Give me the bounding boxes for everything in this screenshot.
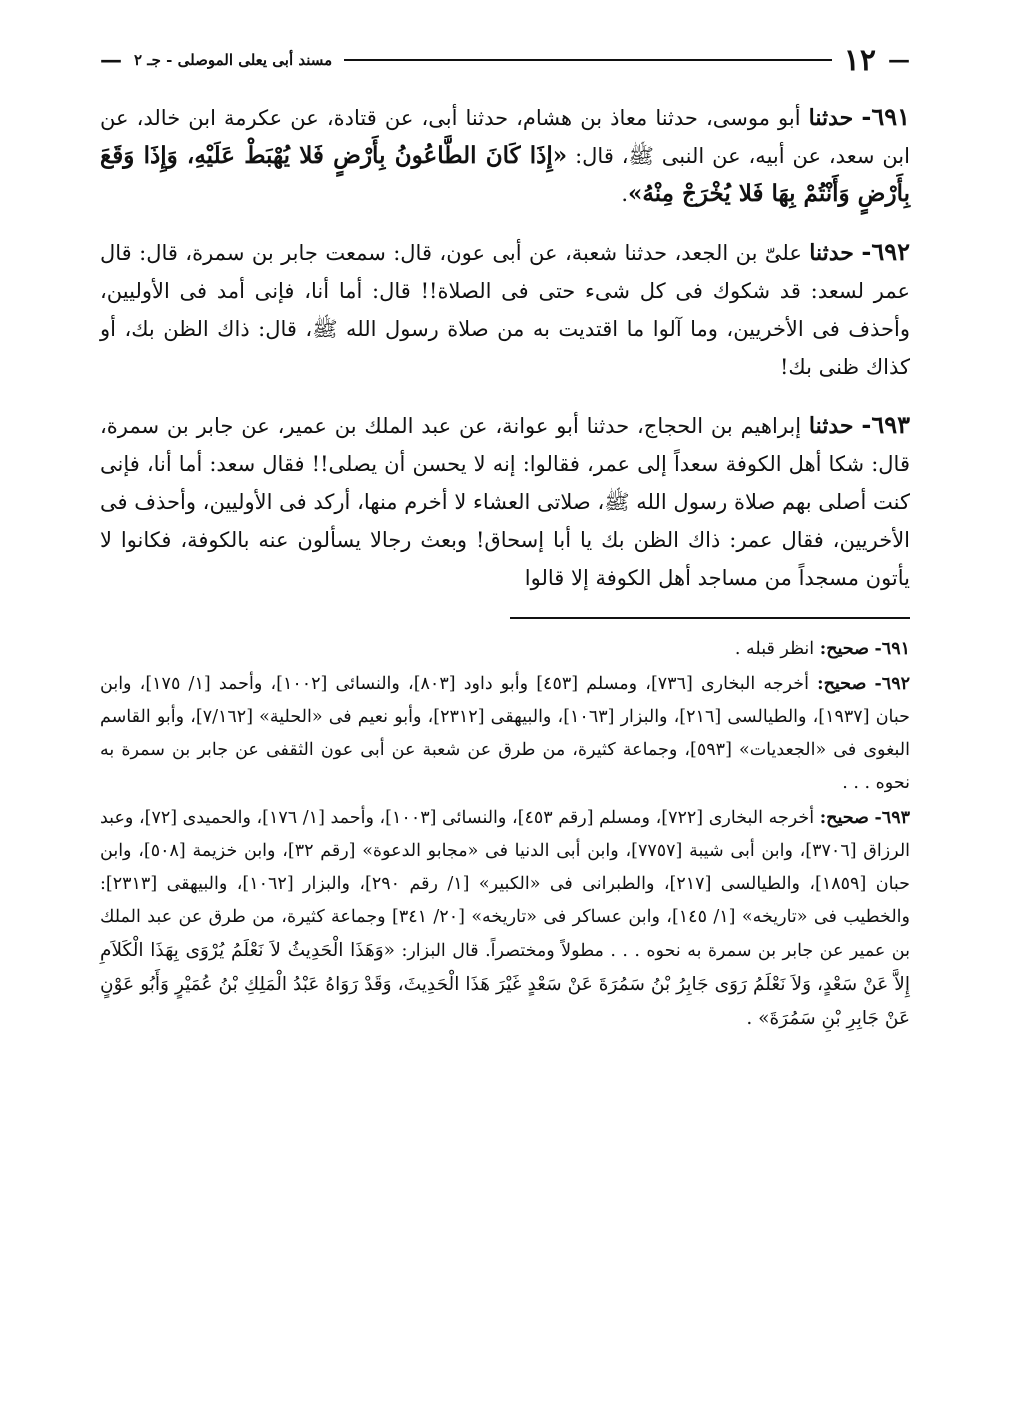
- footnote-grade: صحيح:: [819, 808, 869, 828]
- footnote-691: [100, 633, 910, 666]
- hadith-lead: حدثنا: [808, 105, 854, 131]
- hadith-lead: حدثنا: [809, 240, 854, 266]
- hadith-lead: حدثنا: [808, 413, 854, 439]
- hadith-692: [100, 233, 910, 386]
- hadith-number: ٦٩٢-: [861, 237, 910, 266]
- hadith-text: إبراهيم بن الحجاج، حدثنا أبو عوانة، عن عبد الملك بن عمير، عن جابر بن سمرة، قال: شكا أهل الكوفة سعداً إلى عمر، فقالوا: إنه لا يحسن أن يصلى!! فقال سعد: أما أنا، فإنى كنت أصلى بهم صلاة رسول الله ﷺ، صلاتى العشاء لا أخرم منها، أركد فى الأوليين، وأحذف فى الأخريين، فقال عمر: ذاك الظن بك يا أبا إسحاق! وبعث رجالا يسألون عنه بالكوفة، فكانوا لا يأتون مسجداً من مساجد أهل الكوفة إلا قالوا: [100, 414, 910, 590]
- footnote-quote: «وَهَذَا الْحَدِيثُ لاَ نَعْلَمُ يُرْوَى بِهَذَا الْكَلاَمِ إِلاَّ عَنْ سَعْدٍ، وَلاَ نَعْلَمُ رَوَى جَابِرُ بْنُ سَمُرَةَ عَنْ سَعْدٍ غَيْرَ هَذَا الْحَدِيثَ، وَقَدْ رَوَاهُ عَبْدُ الْمَلِكِ بْنُ عُمَيْرٍ وَأَبُو عَوْنٍ عَنْ جَابِرِ بْنِ سَمُرَةَ» .: [100, 940, 910, 1029]
- footnote-text: أخرجه البخارى [٧٢٢]، ومسلم [رقم ٤٥٣]، والنسائى [١٠٠٣]، وأحمد [١/ ١٧٦]، والحميدى [٧٢]، وعبد الرزاق [٣٧٠٦]، وابن أبى شيبة [٧٧٥٧]، وابن أبى الدنيا فى «مجابو الدعوة» [رقم ٣٢]، وابن خزيمة [٥٠٨]، وابن حبان [١٨٥٩]، والطيالسى [٢١٧]، والطبرانى فى «الكبير» [١/ رقم ٢٩٠]، والبزار [١٠٦٢]، والبيهقى [٢٣١٣]: والخطيب فى «تاريخه» [١/ ١٤٥]، وابن عساكر فى «تاريخه» [٢٠/ ٣٤١] وجماعة كثيرة، من طرق عن عبد الملك بن عمير عن جابر بن سمرة به نحوه . . . مطولاً ومختصراً. قال البزار:: [100, 808, 911, 961]
- footnote-text: انظر قبله .: [734, 639, 815, 659]
- footnote-ref: ٦٩٢-: [874, 674, 910, 694]
- running-title: مسند أبى يعلى الموصلى - جـ ٢: [134, 51, 333, 69]
- header-rule: [344, 59, 832, 61]
- footnote-text: أخرجه البخارى [٧٣٦]، ومسلم [٤٥٣] وأبو داود [٨٠٣]، والنسائى [١٠٠٢]، وأحمد [١/ ١٧٥]، وابن حبان [١٩٣٧]، والطيالسى [٢١٦]، والبزار [١٠٦٣]، والبيهقى [٢٣١٢]، وأبو نعيم فى «الحلية» [٧/١٦٢]، وأبو القاسم البغوى فى «الجعديات» [٥٩٣]، وجماعة كثيرة، من طرق عن شعبة عن أبى عون الثقفى عن جابر بن سمرة به نحوه . . .: [100, 674, 910, 793]
- hadith-text: أبو موسى، حدثنا معاذ بن هشام، حدثنا أبى، عن قتادة، عن عكرمة ابن خالد، عن ابن سعد، عن أبيه، عن النبى ﷺ، قال:: [100, 106, 910, 168]
- footnote-692: [100, 668, 910, 800]
- header-dash-right: —: [888, 47, 910, 73]
- footnote-grade: صحيح:: [819, 639, 869, 659]
- footnote-grade: صحيح:: [817, 674, 867, 694]
- book-page: [100, 40, 910, 1038]
- footnote-ref: ٦٩١-: [874, 639, 910, 659]
- page-header: [100, 40, 910, 80]
- hadith-693: [100, 406, 910, 597]
- main-text: [100, 98, 910, 597]
- footnote-separator: [510, 617, 910, 619]
- hadith-text: علىّ بن الجعد، حدثنا شعبة، عن أبى عون، قال: سمعت جابر بن سمرة، قال: قال عمر لسعد: قد شكوك فى كل شىء حتى فى الصلاة!! قال: أما أنا، فإنى أمد فى الأوليين، وأحذف فى الأخريين، وما آلوا ما اقتديت به من صلاة رسول الله ﷺ، قال: ذاك الظن بك، أو كذاك ظنى بك!: [100, 241, 910, 379]
- footnotes: [100, 633, 910, 1036]
- hadith-691: [100, 98, 910, 213]
- hadith-end: .: [621, 182, 628, 206]
- prophetic-quote: «إِذَا كَانَ الطَّاعُونُ بِأَرْضٍ فَلا يُهْبَطْ عَلَيْهِ، وَإِذَا وَقَعَ بِأَرْضٍ وَأَنْتُمْ بِهَا فَلا يُخْرَجْ مِنْهُ»: [100, 142, 910, 207]
- footnote-693: [100, 802, 910, 1036]
- footnote-ref: ٦٩٣-: [874, 808, 910, 828]
- page-number: ١٢: [843, 42, 876, 78]
- hadith-number: ٦٩٣-: [861, 410, 910, 439]
- header-dash-left: —: [100, 47, 122, 73]
- hadith-number: ٦٩١-: [861, 102, 910, 131]
